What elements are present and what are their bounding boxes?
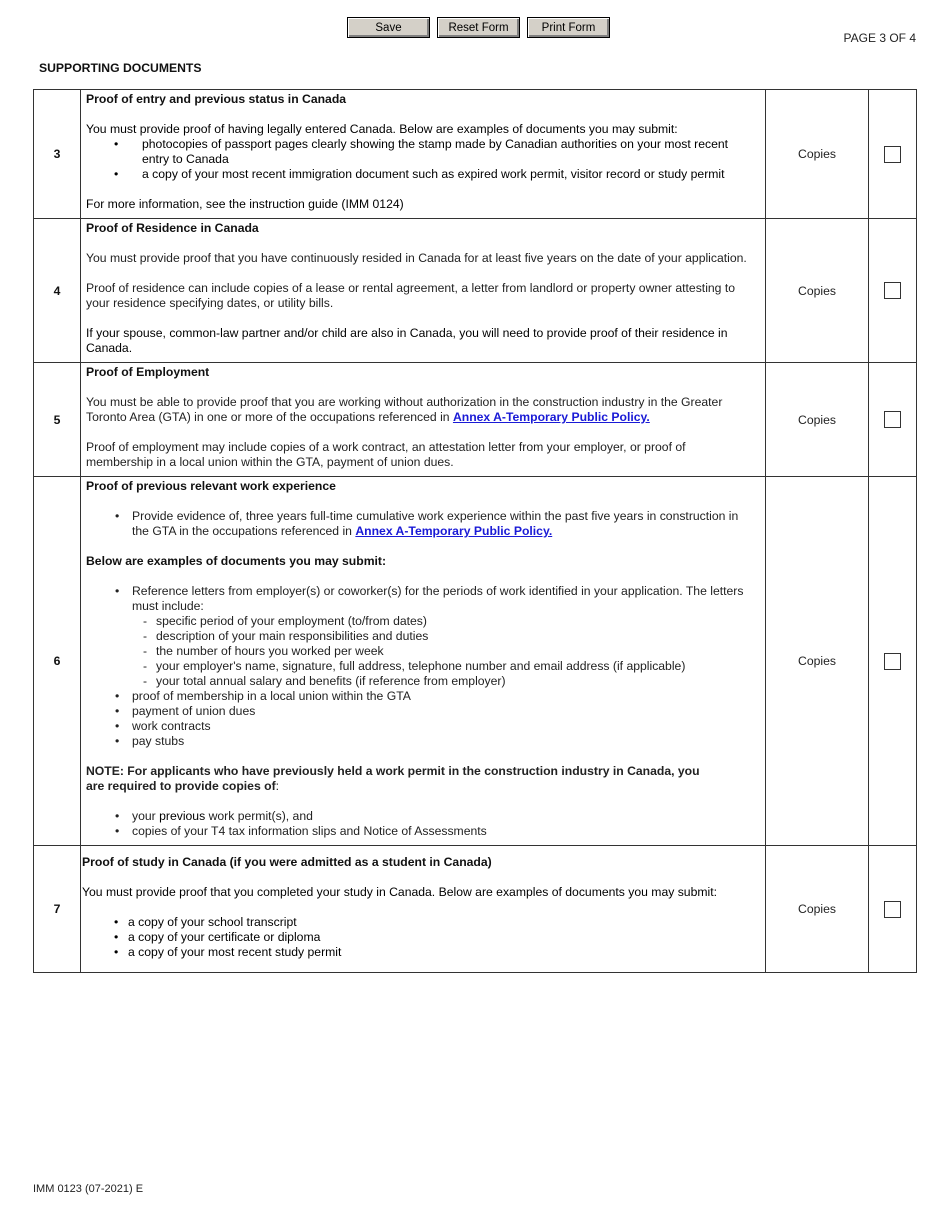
row-text-span: You must be able to provide proof that you are working without authorization in the construction industry in the Greater Toronto Area (GTA) in one or more of the occupations referenced in: [86, 395, 723, 424]
row-content: [81, 90, 766, 219]
checkbox-cell: [869, 90, 917, 219]
list-item-text: your: [132, 809, 156, 823]
page-number: PAGE 3 OF 4: [843, 31, 916, 45]
row-text: You must provide proof that you have continuously resided in Canada for at least five years on the date of your application.: [86, 251, 747, 265]
note-bold: NOTE: For applicants who have previously held a work permit in the construction industry in Canada, you are required to provide copies of: [86, 764, 700, 793]
list-item: - your employer's name, signature, full address, telephone number and email address (if applicable): [86, 659, 755, 674]
row-text: Proof of employment may include copies of a work contract, an attestation letter from your employer, or proof of membership in a local union within the GTA, payment of union dues.: [86, 440, 686, 469]
row-title: Proof of Residence in Canada: [86, 221, 259, 235]
table-row: [34, 363, 917, 477]
row-text: [86, 395, 755, 425]
examples-heading: Below are examples of documents you may submit:: [86, 554, 387, 568]
row-content: [81, 846, 766, 973]
list-item: • a copy of your most recent immigration document such as expired work permit, visitor record or study permit: [86, 167, 755, 182]
bullet-list: [86, 915, 755, 960]
row-number: 3: [34, 90, 81, 219]
bullet-list: [86, 137, 755, 182]
list-item: [86, 809, 755, 824]
form-toolbar: [347, 17, 610, 38]
list-item-text: work permit(s), and: [208, 809, 313, 823]
list-item: • pay stubs: [86, 734, 755, 749]
note-colon: :: [275, 779, 280, 793]
checkbox-cell: [869, 846, 917, 973]
list-item: • copies of your T4 tax information slips and Notice of Assessments: [86, 824, 755, 839]
bullet-list: [86, 584, 755, 749]
row-text: Proof of residence can include copies of a lease or rental agreement, a letter from landlord or property owner attesting to your residence specifying dates, or utility bills.: [86, 281, 736, 310]
row-text: For more information, see the instruction guide (IMM 0124): [86, 197, 404, 211]
list-item-text: previous: [159, 809, 206, 823]
row-title: Proof of study in Canada (if you were admitted as a student in Canada): [82, 854, 492, 869]
row-number: 5: [34, 363, 81, 477]
row-text: If your spouse, common-law partner and/or child are also in Canada, you will need to provide proof of their residence in Canada.: [86, 326, 728, 355]
row-number: 6: [34, 477, 81, 846]
list-item: - your total annual salary and benefits (if reference from employer): [86, 674, 755, 689]
row-content: [81, 363, 766, 477]
list-item: • a copy of your certificate or diploma: [86, 930, 755, 945]
row-content: [81, 219, 766, 363]
copies-label: Copies: [766, 363, 869, 477]
row-title: Proof of entry and previous status in Canada: [86, 92, 347, 106]
row-3-checkbox[interactable]: [884, 146, 901, 163]
save-button[interactable]: Save: [347, 17, 430, 38]
print-form-button[interactable]: Print Form: [527, 17, 610, 38]
list-item: • a copy of your most recent study permit: [86, 945, 755, 960]
checkbox-cell: [869, 477, 917, 846]
checkbox-cell: [869, 363, 917, 477]
table-row: [34, 846, 917, 973]
supporting-documents-table: [33, 89, 917, 973]
row-number: 4: [34, 219, 81, 363]
copies-label: Copies: [766, 477, 869, 846]
row-number: 7: [34, 846, 81, 973]
row-4-checkbox[interactable]: [884, 282, 901, 299]
row-5-checkbox[interactable]: [884, 411, 901, 428]
list-item: - specific period of your employment (to/from dates): [86, 614, 755, 629]
annex-a-link[interactable]: Annex A-Temporary Public Policy.: [452, 410, 650, 424]
list-item: - the number of hours you worked per week: [86, 644, 755, 659]
table-row: [34, 219, 917, 363]
copies-label: Copies: [766, 846, 869, 973]
list-item: • photocopies of passport pages clearly showing the stamp made by Canadian authorities on your most recent entry to Canada: [86, 137, 755, 167]
copies-label: Copies: [766, 90, 869, 219]
list-item-text: Reference letters from employer(s) or coworker(s) for the periods of work identified in your application. The letters must include:: [132, 584, 744, 613]
bullet-list: [86, 809, 755, 839]
form-code-footer: IMM 0123 (07-2021) E: [33, 1183, 144, 1195]
annex-a-link[interactable]: Annex A-Temporary Public Policy.: [355, 524, 553, 538]
row-title: Proof of previous relevant work experience: [86, 479, 336, 493]
list-item: • proof of membership in a local union within the GTA: [86, 689, 755, 704]
list-item: • work contracts: [86, 719, 755, 734]
row-text: You must provide proof that you completed your study in Canada. Below are examples of documents you may submit:: [82, 884, 717, 899]
table-row: [34, 477, 917, 846]
list-item: - description of your main responsibilities and duties: [86, 629, 755, 644]
row-content: [81, 477, 766, 846]
row-6-checkbox[interactable]: [884, 653, 901, 670]
section-title: SUPPORTING DOCUMENTS: [39, 61, 202, 75]
list-item: • a copy of your school transcript: [86, 915, 755, 930]
table-row: [34, 90, 917, 219]
reset-form-button[interactable]: Reset Form: [437, 17, 520, 38]
checkbox-cell: [869, 219, 917, 363]
note-text: [86, 764, 755, 794]
list-item: • payment of union dues: [86, 704, 755, 719]
row-7-checkbox[interactable]: [884, 901, 901, 918]
dash-list: [86, 614, 755, 689]
row-text: You must provide proof of having legally entered Canada. Below are examples of documents you may submit:: [86, 122, 678, 136]
copies-label: Copies: [766, 219, 869, 363]
row-title: Proof of Employment: [86, 365, 210, 379]
list-item: [86, 509, 755, 539]
list-item: [86, 584, 755, 689]
list-item-text: Provide evidence of, three years full-time cumulative work experience within the past five years in construction in the GTA in the occupations referenced in: [132, 509, 739, 538]
bullet-list: [86, 509, 755, 539]
